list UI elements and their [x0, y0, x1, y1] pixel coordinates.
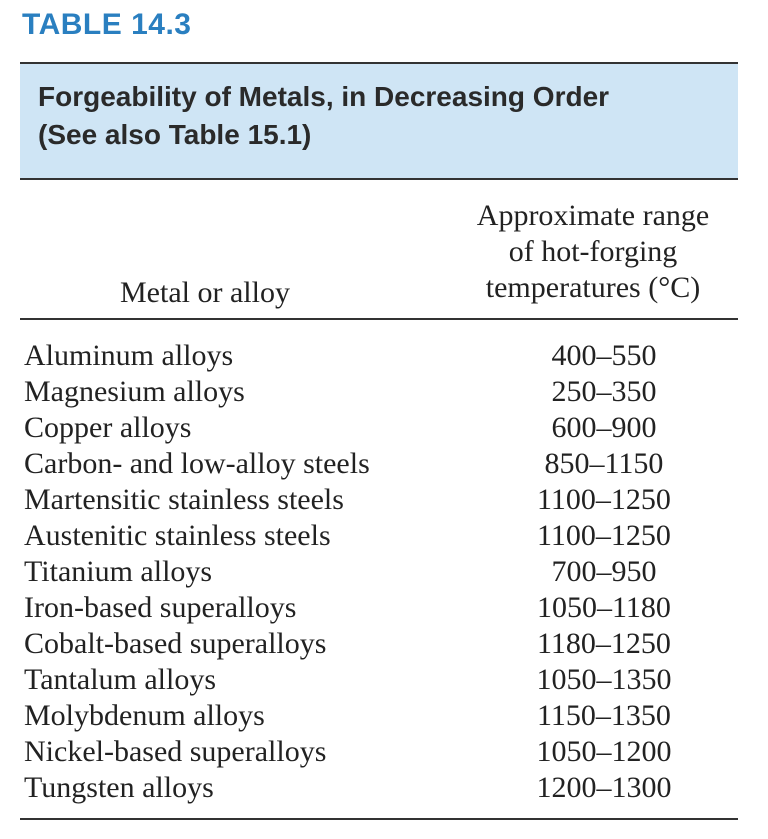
table-title-line-2: (See also Table 15.1) — [38, 119, 312, 150]
table-row — [20, 662, 738, 698]
cell-temperature: 1100–1250 — [537, 483, 671, 516]
cell-temperature: 1150–1350 — [537, 699, 671, 732]
cell-metal: Aluminum alloys — [24, 339, 234, 372]
column-header-temperature-line-1: Approximate range — [476, 199, 710, 232]
table-row — [20, 374, 738, 410]
cell-temperature: 400–550 — [551, 339, 657, 372]
table-body — [20, 338, 738, 806]
column-header-temperature-line-3: temperatures (°C) — [485, 271, 701, 304]
cell-temperature: 250–350 — [551, 375, 657, 408]
cell-temperature: 1050–1200 — [536, 735, 672, 768]
table-row — [20, 698, 738, 734]
cell-metal: Molybdenum alloys — [24, 699, 265, 732]
cell-metal: Nickel-based superalloys — [24, 735, 327, 768]
cell-metal: Tantalum alloys — [24, 663, 217, 696]
cell-temperature: 700–950 — [551, 555, 657, 588]
cell-metal: Tungsten alloys — [24, 771, 214, 804]
table-row — [20, 518, 738, 554]
cell-temperature: 600–900 — [551, 411, 657, 444]
table-title-line-1: Forgeability of Metals, in Decreasing Order — [38, 81, 610, 112]
table-row — [20, 482, 738, 518]
column-header-temperature — [448, 198, 738, 306]
table-row — [20, 410, 738, 446]
cell-temperature: 1050–1350 — [536, 663, 672, 696]
cell-temperature: 850–1150 — [544, 447, 664, 480]
cell-metal: Martensitic stainless steels — [24, 483, 344, 516]
column-header-metal: Metal or alloy — [120, 276, 290, 309]
cell-metal: Titanium alloys — [24, 555, 213, 588]
table-row — [20, 446, 738, 482]
table-row — [20, 554, 738, 590]
cell-metal: Carbon- and low-alloy steels — [24, 447, 370, 480]
cell-metal: Cobalt-based superalloys — [24, 627, 327, 660]
table-row — [20, 338, 738, 374]
cell-temperature: 1180–1250 — [537, 627, 671, 660]
cell-temperature: 1200–1300 — [536, 771, 672, 804]
cell-metal: Iron-based superalloys — [24, 591, 297, 624]
cell-metal: Copper alloys — [24, 411, 192, 444]
table-number: TABLE 14.3 — [22, 8, 192, 41]
cell-metal: Magnesium alloys — [24, 375, 245, 408]
cell-temperature: 1100–1250 — [537, 519, 671, 552]
table-bottom-rule — [20, 818, 738, 820]
table-row — [20, 590, 738, 626]
table-row — [20, 770, 738, 806]
table-title — [38, 78, 609, 154]
cell-metal: Austenitic stainless steels — [24, 519, 331, 552]
column-header-temperature-line-2: of hot-forging — [508, 235, 678, 268]
table-header — [20, 180, 738, 320]
table-row — [20, 734, 738, 770]
table-title-band — [20, 62, 738, 180]
cell-temperature: 1050–1180 — [537, 591, 671, 624]
table-row — [20, 626, 738, 662]
